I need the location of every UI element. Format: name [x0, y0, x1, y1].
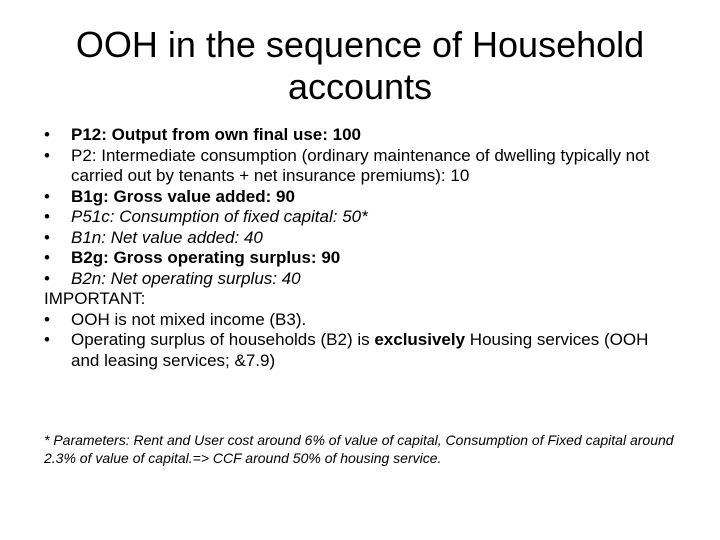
bullet-icon: • — [44, 186, 50, 206]
bullet-icon: • — [44, 145, 50, 165]
b2g-text-before: B2g: Gross — [71, 248, 168, 267]
b2-text-emph: exclusively — [374, 330, 466, 349]
list-item — [44, 187, 680, 208]
bullet-text-p51c: P51c: Consumption of fixed capital: 50* — [71, 207, 368, 226]
slide-title: OOH in the sequence of Household accounts — [75, 24, 645, 107]
bullet-icon: • — [44, 125, 50, 144]
bullet-icon: • — [44, 268, 50, 288]
slide-body — [44, 125, 680, 371]
list-item — [44, 228, 680, 249]
b2-text-after: Housing services (OOH and leasing services; &7.9) — [71, 330, 649, 370]
bullet-text-p12: P12: Output from own final use: 100 — [71, 125, 361, 144]
bullet-text-p2: P2: Intermediate consumption (ordinary maintenance of dwelling typically not carried out by tenants + net insurance premiums): 10 — [71, 145, 650, 185]
list-item — [44, 269, 680, 290]
list-item — [44, 330, 680, 371]
b2g-text-after: surplus: 90 — [244, 248, 341, 267]
footnote: * Parameters: Rent and User cost around 6% of value of capital, Consumption of Fixed capital around 2.3% of value of capital.=> CCF around 50% of housing service. — [44, 432, 674, 466]
bullet-text-b1n: B1n: Net value added: 40 — [71, 227, 263, 247]
list-item — [44, 248, 680, 269]
bullet-text-b2g — [71, 248, 680, 269]
list-item — [44, 310, 680, 331]
list-item — [44, 146, 680, 187]
bullet-icon: • — [44, 227, 50, 247]
bullet-text-b2n: B2n: Net operating surplus: 40 — [71, 268, 301, 288]
important-label: IMPORTANT: — [44, 289, 146, 308]
important-text-b3: OOH is not mixed income (B3). — [71, 309, 307, 329]
list-item — [44, 207, 680, 228]
bullet-text-b1g: B1g: Gross value added: 90 — [71, 186, 295, 206]
bullet-icon: • — [44, 309, 50, 329]
bullet-icon: • — [44, 207, 50, 226]
b2g-text-emph: operating — [167, 248, 245, 267]
bullet-icon: • — [44, 248, 50, 267]
list-item — [44, 125, 680, 146]
important-text-b2 — [71, 330, 680, 371]
bullet-icon: • — [44, 330, 50, 349]
b2-text-before: Operating surplus of households (B2) is — [71, 330, 375, 349]
